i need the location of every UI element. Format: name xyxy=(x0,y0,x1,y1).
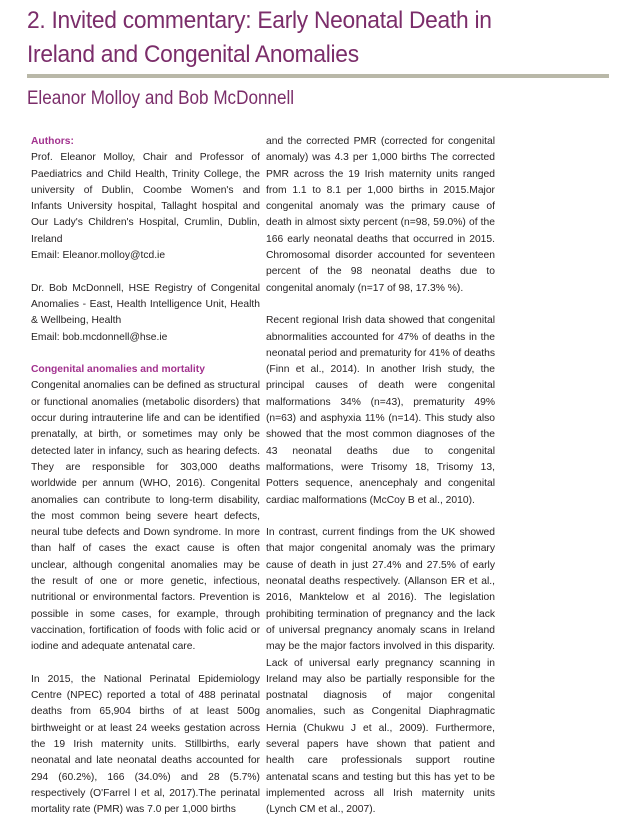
title-divider xyxy=(27,74,609,78)
left-column xyxy=(31,134,260,835)
title-line-2: Ireland and Congenital Anomalies xyxy=(27,41,359,68)
article-title xyxy=(27,4,566,72)
author1-affiliation: Prof. Eleanor Molloy, Chair and Professor of Paediatrics and Child Health, Trinity College, the university of Dublin, Coombe Women's and Infants University hospital, Tallaght hospital and Our Lady's Children's Hospital, Crumlin, Dublin, Ireland xyxy=(31,152,260,245)
author-byline: Eleanor Molloy and Bob McDonnell xyxy=(27,88,295,109)
author2-block xyxy=(31,281,260,346)
body-paragraph: Recent regional Irish data showed that congenital abnormalities accounted for 47% of deaths in the neonatal period and prematurity for 41% of deaths (Finn et al., 2014). In another Irish study, the principal causes of death were congenital malformations 34% (n=43), prematurity 49% (n=63) and asphyxia 11% (n=14). This study also showed that the most common diagnoses of the 43 neonatal deaths due to congenital malformations, were Trisomy 18, Trisomy 13, Potters sequence, anencephaly and congenital cardiac malformations (McCoy B et al., 2010). xyxy=(266,315,495,506)
authors-heading: Authors: xyxy=(31,136,74,147)
body-paragraph: Congenital anomalies can be defined as structural or functional anomalies (metabolic disorders) that occur during intrauterine life and can be identified prenatally, at birth, or sometimes may only be detected later in infancy, such as hearing defects. They are responsible for 303,000 deaths worldwide per annum (WHO, 2016). Congenital anomalies can contribute to long-term disability, the most common being severe heart defects, neural tube defects and Down syndrome. In more than half of cases the exact cause is often unclear, although congenital anomalies may be the result of one or more genetic, infectious, nutritional or environmental factors. Prevention is possible in some cases, for example, through vaccination, fortification of foods with folic acid or iodine and adequate antenatal care. xyxy=(31,380,260,653)
section-congenital-mortality xyxy=(31,362,260,655)
body-paragraph: In 2015, the National Perinatal Epidemiology Centre (NPEC) reported a total of 488 perinatal deaths from 65,904 births of at least 500g birthweight or at least 24 weeks gestation across the 19 Irish maternity units. Stillbirths, early neonatal and late neonatal deaths accounted for 294 (60.2%), 166 (34.0%) and 28 (5.7%) respectively (O'Farrel l et al, 2017).The perinatal mortality rate (PMR) was 7.0 per 1,000 births xyxy=(31,673,260,816)
right-column xyxy=(266,134,495,835)
author1-email[interactable]: Email: Eleanor.molloy@tcd.ie xyxy=(31,250,166,262)
author2-email[interactable]: Email: bob.mcdonnell@hse.ie xyxy=(31,331,168,343)
title-line-1: 2. Invited commentary: Early Neonatal Death in xyxy=(27,7,492,34)
body-paragraph: In contrast, current findings from the UK showed that major congenital anomaly was the primary cause of death in just 27.4% and 27.5% of early neonatal deaths respectively. (Allanson ER et al., 2016, Manktelow et al 2016). The legislation prohibiting termination of pregnancy and the lack of universal pregnancy anomaly scans in Ireland may be the major factors involved in this disparity. Lack of universal early pregnancy scanning in Ireland may also be partially responsible for the postnatal diagnosis of major congenital anomalies, such as Congenital Diaphragmatic Hernia (Chukwu J et al., 2009). Furthermore, several papers have shown that patient and health care professionals support routine antenatal scans and testing but this has yet to be implemented across all Irish maternity units (Lynch CM et al., 2007). xyxy=(266,527,495,816)
author2-affiliation: Dr. Bob McDonnell, HSE Registry of Congenital Anomalies - East, Health Intelligence Unit, Health & Wellbeing, Health xyxy=(31,282,260,327)
body-paragraph: and the corrected PMR (corrected for congenital anomaly) was 4.3 per 1,000 births The corrected PMR across the 19 Irish maternity units ranged from 1.1 to 8.1 per 1,000 births in 2015.Major congenital anomaly was the primary cause of death in almost sixty percent (n=98, 59.0%) of the 166 early neonatal deaths that occurred in 2015. Chromosomal disorder accounted for seventeen percent of the 98 neonatal deaths due to congenital anomaly (n=17 of 98, 17.3% %). xyxy=(266,136,495,294)
authors-block xyxy=(31,134,260,264)
section-heading: Congenital anomalies and mortality xyxy=(31,364,205,376)
